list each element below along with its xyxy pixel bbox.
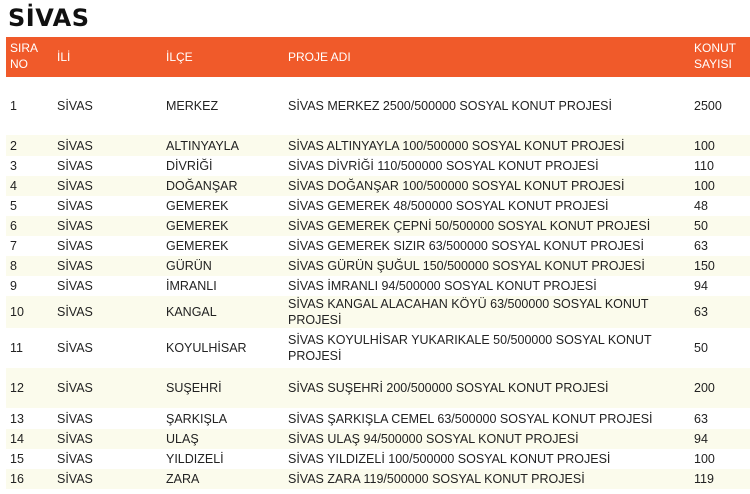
cell-sira-no: 2 xyxy=(10,138,17,153)
cell-il: SİVAS xyxy=(57,381,93,395)
housing-projects-table xyxy=(6,37,750,489)
table-row xyxy=(6,216,750,236)
cell-konut-sayisi: 100 xyxy=(694,179,715,193)
cell-konut-sayisi: 63 xyxy=(694,305,708,319)
table-row xyxy=(6,77,750,135)
table-header-row xyxy=(6,37,750,77)
cell-konut-sayisi: 100 xyxy=(694,452,715,466)
cell-konut-sayisi: 150 xyxy=(694,259,715,273)
cell-sira-no: 7 xyxy=(10,239,17,253)
cell-il: SİVAS xyxy=(57,279,93,293)
table-row xyxy=(6,135,750,156)
cell-sira-no: 10 xyxy=(10,305,24,319)
cell-il: SİVAS xyxy=(57,219,93,233)
cell-konut-sayisi: 50 xyxy=(694,341,708,355)
cell-sira-no: 14 xyxy=(10,432,24,446)
cell-proje-adi: SİVAS GEMEREK SIZIR 63/500000 SOSYAL KONUT PROJESİ xyxy=(288,239,644,253)
cell-sira-no: 9 xyxy=(10,279,17,293)
table-row xyxy=(6,276,750,296)
header-konut-sayisi: KONUT SAYISI xyxy=(694,41,736,71)
header-ilce: İLÇE xyxy=(166,50,193,64)
cell-il: SİVAS xyxy=(57,199,93,213)
table-row xyxy=(6,176,750,196)
cell-il: SİVAS xyxy=(57,472,93,486)
table-row xyxy=(6,408,750,429)
cell-ilce: DOĞANŞAR xyxy=(166,179,238,193)
cell-proje-adi: SİVAS SUŞEHRİ 200/500000 SOSYAL KONUT PROJESİ xyxy=(288,381,609,395)
cell-ilce: ALTINYAYLA xyxy=(166,138,239,153)
cell-proje-adi: SİVAS GEMEREK ÇEPNİ 50/500000 SOSYAL KONUT PROJESİ xyxy=(288,219,651,233)
cell-ilce: DİVRİĞİ xyxy=(166,159,213,173)
cell-il: SİVAS xyxy=(57,305,93,319)
cell-sira-no: 8 xyxy=(10,259,17,273)
cell-sira-no: 4 xyxy=(10,179,17,193)
cell-ilce: YILDIZELİ xyxy=(166,452,224,466)
cell-sira-no: 1 xyxy=(10,99,17,113)
cell-il: SİVAS xyxy=(57,239,93,253)
cell-il: SİVAS xyxy=(57,259,93,273)
cell-sira-no: 15 xyxy=(10,452,24,466)
cell-konut-sayisi: 110 xyxy=(694,159,714,173)
cell-ilce: GEMEREK xyxy=(166,219,229,233)
cell-ilce: SUŞEHRİ xyxy=(166,381,222,395)
cell-ilce: ZARA xyxy=(166,472,200,486)
cell-konut-sayisi: 50 xyxy=(694,219,708,233)
header-il: İLİ xyxy=(57,50,71,64)
table-row xyxy=(6,469,750,489)
cell-ilce: ŞARKIŞLA xyxy=(166,411,228,426)
cell-proje-adi: SİVAS ALTINYAYLA 100/500000 SOSYAL KONUT PROJESİ xyxy=(288,138,625,153)
header-sira-no: SIRA NO xyxy=(10,41,39,71)
cell-proje-adi: SİVAS KOYULHİSAR YUKARIKALE 50/500000 SOSYAL KONUT PROJESİ xyxy=(288,333,652,363)
cell-konut-sayisi: 63 xyxy=(694,411,708,426)
cell-konut-sayisi: 119 xyxy=(694,472,714,486)
header-proje-adi: PROJE ADI xyxy=(288,50,351,64)
cell-ilce: İMRANLI xyxy=(166,279,217,293)
cell-il: SİVAS xyxy=(57,179,93,193)
table-row xyxy=(6,328,750,368)
cell-proje-adi: SİVAS İMRANLI 94/500000 SOSYAL KONUT PROJESİ xyxy=(288,279,597,293)
cell-proje-adi: SİVAS KANGAL ALACAHAN KÖYÜ 63/500000 SOSYAL KONUT PROJESİ xyxy=(288,297,649,327)
cell-proje-adi: SİVAS GÜRÜN ŞUĞUL 150/500000 SOSYAL KONUT PROJESİ xyxy=(288,259,645,273)
cell-proje-adi: SİVAS DOĞANŞAR 100/500000 SOSYAL KONUT PROJESİ xyxy=(288,179,625,193)
cell-ilce: MERKEZ xyxy=(166,99,219,113)
table-row xyxy=(6,449,750,469)
table-row xyxy=(6,429,750,449)
cell-ilce: GÜRÜN xyxy=(166,259,212,273)
cell-il: SİVAS xyxy=(57,159,93,173)
cell-ilce: ULAŞ xyxy=(166,432,199,446)
cell-il: SİVAS xyxy=(57,99,93,113)
cell-ilce: GEMEREK xyxy=(166,199,229,213)
cell-konut-sayisi: 94 xyxy=(694,279,708,293)
table-row xyxy=(6,368,750,408)
cell-proje-adi: SİVAS GEMEREK 48/500000 SOSYAL KONUT PROJESİ xyxy=(288,199,609,213)
cell-proje-adi: SİVAS MERKEZ 2500/500000 SOSYAL KONUT PROJESİ xyxy=(288,99,612,113)
cell-konut-sayisi: 200 xyxy=(694,381,715,395)
cell-il: SİVAS xyxy=(57,432,93,446)
cell-konut-sayisi: 2500 xyxy=(694,99,722,113)
table-row xyxy=(6,236,750,256)
cell-sira-no: 13 xyxy=(10,411,24,426)
cell-il: SİVAS xyxy=(57,138,93,153)
cell-proje-adi: SİVAS YILDIZELİ 100/500000 SOSYAL KONUT PROJESİ xyxy=(288,452,611,466)
table-row xyxy=(6,196,750,216)
cell-sira-no: 6 xyxy=(10,219,17,233)
cell-il: SİVAS xyxy=(57,452,93,466)
cell-proje-adi: SİVAS ULAŞ 94/500000 SOSYAL KONUT PROJESİ xyxy=(288,432,579,446)
cell-konut-sayisi: 63 xyxy=(694,239,708,253)
cell-proje-adi: SİVAS DİVRİĞİ 110/500000 SOSYAL KONUT PROJESİ xyxy=(288,159,599,173)
cell-ilce: KANGAL xyxy=(166,305,217,319)
cell-sira-no: 11 xyxy=(10,341,23,355)
cell-ilce: GEMEREK xyxy=(166,239,229,253)
cell-proje-adi: SİVAS ZARA 119/500000 SOSYAL KONUT PROJESİ xyxy=(288,472,585,486)
cell-sira-no: 16 xyxy=(10,472,24,486)
cell-ilce: KOYULHİSAR xyxy=(166,341,247,355)
cell-sira-no: 3 xyxy=(10,159,17,173)
table-row xyxy=(6,296,750,328)
cell-konut-sayisi: 48 xyxy=(694,199,708,213)
cell-proje-adi: SİVAS ŞARKIŞLA CEMEL 63/500000 SOSYAL KONUT PROJESİ xyxy=(288,411,653,426)
page-title: SİVAS xyxy=(8,4,90,32)
table-row xyxy=(6,256,750,276)
cell-il: SİVAS xyxy=(57,341,93,355)
cell-sira-no: 12 xyxy=(10,381,24,395)
cell-il: SİVAS xyxy=(57,411,93,426)
cell-sira-no: 5 xyxy=(10,199,17,213)
cell-konut-sayisi: 100 xyxy=(694,138,715,153)
cell-konut-sayisi: 94 xyxy=(694,432,708,446)
table-row xyxy=(6,156,750,176)
